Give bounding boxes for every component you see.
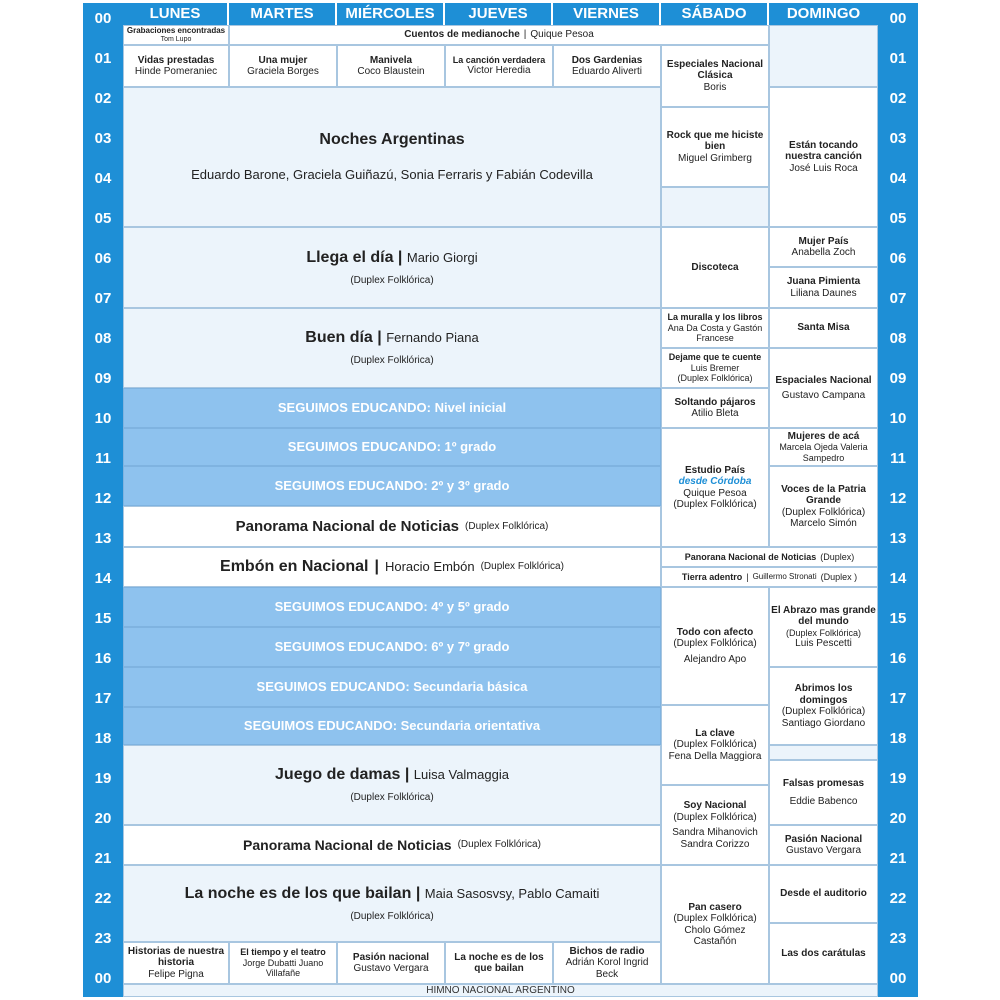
hour-label: 13 xyxy=(94,530,112,547)
program-dejame-que-te-cuente xyxy=(661,348,769,388)
program-title: Manivela xyxy=(369,54,413,66)
program-host: Quique Pesoa xyxy=(530,29,594,41)
program-host: Luis Bremer xyxy=(690,362,740,373)
program-title: El tiempo y el teatro xyxy=(240,947,326,958)
program-host: Guillermo Stronati xyxy=(752,572,817,582)
program-host: Victor Heredia xyxy=(467,65,531,77)
program-title: Las dos carátulas xyxy=(781,947,866,959)
hour-label: 22 xyxy=(889,890,907,907)
hour-label: 05 xyxy=(889,210,907,227)
program-cancion-verdadera xyxy=(445,45,553,87)
program-note: (Duplex Folklórica) xyxy=(673,638,757,650)
program-title: Tierra adentro xyxy=(681,571,743,582)
program-note: (Duplex Folklórica) xyxy=(673,499,757,510)
program-title: La noche es de los que bailan xyxy=(184,884,412,902)
program-note: (Duplex) xyxy=(820,551,855,562)
day-header-domingo: DOMINGO xyxy=(769,3,878,25)
program-title: La noche es de los que bailan xyxy=(454,951,544,974)
program-cuentos: Cuentos de medianoche | Quique Pesoa xyxy=(229,25,769,45)
program-dos-gardenias xyxy=(553,45,661,87)
program-host: Eduardo Aliverti xyxy=(571,66,643,77)
program-empty-sabado xyxy=(661,187,769,227)
program-host: Fernando Piana xyxy=(386,330,479,346)
program-host: Ana Da Costa y Gastón Francese xyxy=(667,322,763,344)
schedule-grid xyxy=(83,3,918,997)
program-title: Panorama Nacional de Noticias xyxy=(235,517,460,535)
program-note: (Duplex Folklórica) xyxy=(350,355,434,367)
hour-label: 02 xyxy=(889,90,907,107)
program-panorama-noticias-1 xyxy=(123,506,661,547)
hour-label: 21 xyxy=(94,850,112,867)
program-title: SEGUIMOS EDUCANDO: Nivel inicial xyxy=(277,399,507,415)
program-host: Gustavo Campana xyxy=(781,390,866,401)
program-una-mujer xyxy=(229,45,337,87)
program-seguimos-educando-4-5 xyxy=(123,587,661,627)
hour-label: 20 xyxy=(94,810,112,827)
hour-label: 06 xyxy=(94,250,112,267)
hour-label: 15 xyxy=(94,610,112,627)
hour-label: 00 xyxy=(889,970,907,987)
program-bichos-de-radio xyxy=(553,942,661,984)
program-host: Tom Lupo xyxy=(160,35,192,43)
hour-label: 22 xyxy=(94,890,112,907)
hour-label: 11 xyxy=(95,450,111,467)
hour-label: 11 xyxy=(890,450,906,467)
program-host: Santiago Giordano xyxy=(781,717,866,729)
program-host: Adrián Korol Ingrid Beck xyxy=(565,957,649,980)
hour-label: 18 xyxy=(889,730,907,747)
program-muralla-libros xyxy=(661,308,769,348)
program-note: (Duplex ) xyxy=(820,571,858,582)
program-seguimos-educando-inicial xyxy=(123,388,661,428)
program-note: (Duplex Folklórica) xyxy=(350,910,434,922)
hour-label: 10 xyxy=(94,410,112,427)
program-title: Historias de nuestra historia xyxy=(127,945,225,969)
program-title: Grabaciones encontradas xyxy=(126,26,226,36)
hour-label: 12 xyxy=(889,490,907,507)
program-empty-domingo xyxy=(769,25,878,87)
hour-label: 17 xyxy=(889,690,907,707)
program-panorama-noticias-2 xyxy=(123,825,661,865)
program-abrimos-domingos xyxy=(769,667,878,745)
program-host: Gustavo Vergara xyxy=(353,963,429,974)
day-header-sabado: SÁBADO xyxy=(661,3,769,25)
hour-label: 12 xyxy=(94,490,112,507)
program-host: Luis Pescetti xyxy=(795,637,852,649)
hour-label: 00 xyxy=(94,10,112,27)
program-title: El Abrazo mas grande del mundo xyxy=(771,604,876,628)
program-title: SEGUIMOS EDUCANDO: 2º y 3º grado xyxy=(274,477,510,493)
program-title: SEGUIMOS EDUCANDO: 1º grado xyxy=(287,438,497,454)
program-title: La canción verdadera xyxy=(452,55,546,66)
program-note: (Duplex Folklórica) xyxy=(465,520,549,532)
program-title: Buen día xyxy=(305,329,373,347)
program-vidas-prestadas xyxy=(123,45,229,87)
hour-label: 07 xyxy=(889,290,907,307)
program-subtitle: desde Córdoba xyxy=(678,476,752,487)
program-santa-misa xyxy=(769,308,878,348)
hour-label: 08 xyxy=(889,330,907,347)
program-title: Todo con afecto xyxy=(676,626,754,638)
hour-label: 08 xyxy=(94,330,112,347)
program-seguimos-educando-1 xyxy=(123,428,661,466)
day-header-jueves: JUEVES xyxy=(445,3,553,25)
program-todo-con-afecto xyxy=(661,587,769,705)
program-title: Están tocando nuestra canción xyxy=(785,139,862,163)
program-host: Felipe Pigna xyxy=(148,968,204,980)
program-title: Estudio País xyxy=(684,464,745,476)
program-voces-patria-grande xyxy=(769,466,878,547)
program-title: Pasión nacional xyxy=(352,951,430,963)
hour-label: 00 xyxy=(889,10,907,27)
hour-label: 03 xyxy=(889,130,907,147)
hour-label: 09 xyxy=(94,370,112,387)
program-host: Horacio Embón xyxy=(384,558,475,574)
program-title: Soy Nacional xyxy=(683,800,747,811)
day-header-martes: MARTES xyxy=(229,3,337,25)
program-noche-bailan: La noche es de los que bailan | Maia Sasosvsy, Pablo Camaiti (Duplex Folklórica) xyxy=(123,865,661,942)
day-header-miercoles: MIÉRCOLES xyxy=(337,3,445,25)
program-desde-el-auditorio xyxy=(769,865,878,923)
hour-label: 23 xyxy=(889,930,907,947)
program-seguimos-educando-sec-basica xyxy=(123,667,661,707)
program-title: Voces de la Patria Grande xyxy=(781,483,866,506)
program-title: Pan casero xyxy=(688,901,742,913)
program-title: SEGUIMOS EDUCANDO: 4º y 5º grado xyxy=(274,598,510,614)
program-title: Rock que me hiciste bien xyxy=(666,129,764,153)
program-espaciales-nacional xyxy=(769,348,878,428)
program-juego-de-damas: Juego de damas | Luisa Valmaggia (Duplex Folklórica) xyxy=(123,745,661,825)
program-las-dos-caratulas xyxy=(769,923,878,984)
program-note: (Duplex Folklórica) xyxy=(350,274,434,286)
program-host: Fena Della Maggiora xyxy=(668,750,762,762)
hour-label: 15 xyxy=(889,610,907,627)
program-note: (Duplex Folklórica) xyxy=(673,913,757,924)
program-note: (Duplex Folklórica) xyxy=(785,627,862,638)
program-noche-bailan-jueves xyxy=(445,942,553,984)
program-title: SEGUIMOS EDUCANDO: Secundaria orientativa xyxy=(243,717,541,733)
program-title: Falsas promesas xyxy=(782,778,865,789)
program-note: (Duplex Folklórica) xyxy=(457,839,541,851)
hour-label: 17 xyxy=(94,690,112,707)
hour-label: 14 xyxy=(889,570,907,587)
program-title: Noches Argentinas xyxy=(319,131,465,149)
program-note: (Duplex Folklórica) xyxy=(480,561,564,573)
day-header-lunes: LUNES xyxy=(123,3,229,25)
program-title: Dos Gardenias xyxy=(571,54,643,66)
hour-label: 00 xyxy=(94,970,112,987)
program-falsas-promesas xyxy=(769,760,878,825)
program-pan-casero xyxy=(661,865,769,984)
program-host: Boris xyxy=(703,81,727,93)
program-title: Discoteca xyxy=(691,261,739,273)
program-title: SEGUIMOS EDUCANDO: 6º y 7º grado xyxy=(274,638,510,654)
hour-label: 14 xyxy=(94,570,112,587)
hour-label: 21 xyxy=(889,850,907,867)
hour-label: 19 xyxy=(94,770,112,787)
program-grabaciones xyxy=(123,25,229,45)
program-title: Espaciales Nacional xyxy=(775,374,872,386)
program-title: La clave xyxy=(695,727,735,739)
hour-label: 04 xyxy=(889,170,907,187)
program-host: Jorge Dubatti Juano Villafañe xyxy=(242,957,324,979)
program-note: (Duplex Folklórica) xyxy=(781,706,866,717)
program-host: Graciela Borges xyxy=(247,66,319,77)
hour-label: 23 xyxy=(94,930,112,947)
program-host: Alejandro Apo xyxy=(683,653,747,665)
program-title: Llega el día xyxy=(306,248,394,266)
program-host: Anabella Zoch xyxy=(791,247,856,258)
hour-label: 09 xyxy=(889,370,907,387)
program-panorama-sabado-domingo xyxy=(661,547,878,567)
program-host: Eddie Babenco xyxy=(789,795,858,807)
hour-label: 01 xyxy=(94,50,112,67)
program-llega-el-dia: Llega el día | Mario Giorgi (Duplex Folklórica) xyxy=(123,227,661,308)
program-host: Hinde Pomeraniec xyxy=(134,66,218,77)
hour-label: 02 xyxy=(94,90,112,107)
program-pasion-nacional-weekday xyxy=(337,942,445,984)
program-title: Cuentos de medianoche xyxy=(404,29,520,41)
program-host: José Luis Roca xyxy=(789,162,858,174)
program-mujeres-de-aca xyxy=(769,428,878,466)
program-host: Cholo Gómez Castañón xyxy=(684,924,746,947)
program-host: Coco Blaustein xyxy=(357,66,425,77)
program-title: Panorama Nacional de Noticias xyxy=(243,836,452,853)
hour-label: 20 xyxy=(889,810,907,827)
program-title: Panorana Nacional de Noticias xyxy=(684,551,817,562)
program-mujer-pais xyxy=(769,227,878,267)
program-especiales-clasica xyxy=(661,45,769,107)
program-embon-en-nacional: Embón en Nacional | Horacio Embón (Duplex Folklórica) xyxy=(123,547,661,587)
program-el-abrazo xyxy=(769,587,878,667)
program-host: Miguel Grimberg xyxy=(678,152,752,164)
program-manivela xyxy=(337,45,445,87)
footer-himno: HIMNO NACIONAL ARGENTINO xyxy=(123,984,878,997)
program-note: (Duplex Folklórica) xyxy=(781,506,866,518)
program-host: Liliana Daunes xyxy=(790,287,857,299)
program-rock-que-me-hiciste-bien xyxy=(661,107,769,187)
program-soy-nacional xyxy=(661,785,769,865)
day-header-viernes: VIERNES xyxy=(553,3,661,25)
program-host: Gustavo Vergara xyxy=(785,845,862,856)
program-title: La muralla y los libros xyxy=(667,312,763,323)
hour-label: 03 xyxy=(94,130,112,147)
program-title: Juana Pimienta xyxy=(786,276,861,287)
program-title: Una mujer xyxy=(258,54,308,66)
program-host: Atilio Bleta xyxy=(691,408,739,419)
program-title: Embón en Nacional xyxy=(220,557,369,575)
hour-label: 05 xyxy=(94,210,112,227)
program-noches-argentinas xyxy=(123,87,661,227)
program-note: (Duplex Folklórica) xyxy=(673,811,757,823)
program-host: Sandra Mihanovich Sandra Corizzo xyxy=(672,827,758,850)
program-juana-pimienta xyxy=(769,267,878,308)
program-pasion-nacional-domingo xyxy=(769,825,878,865)
program-title: Mujeres de acá xyxy=(787,430,860,442)
program-tiempo-teatro xyxy=(229,942,337,984)
program-title: Dejame que te cuente xyxy=(668,352,762,363)
program-host: Quique Pesoa xyxy=(683,487,747,499)
hour-label: 16 xyxy=(889,650,907,667)
program-note: (Duplex Folklórica) xyxy=(677,373,753,384)
program-title: Juego de damas xyxy=(275,766,401,784)
hour-label: 07 xyxy=(94,290,112,307)
program-soltando-pajaros xyxy=(661,388,769,428)
hour-label: 19 xyxy=(889,770,907,787)
program-note: (Duplex Folklórica) xyxy=(350,792,434,804)
program-historias xyxy=(123,942,229,984)
program-host: Marcelo Simón xyxy=(790,518,857,529)
program-title: Abrimos los domingos xyxy=(794,683,853,706)
program-title: Santa Misa xyxy=(797,322,850,334)
program-host: Mario Giorgi xyxy=(406,249,478,265)
program-seguimos-educando-sec-orientativa xyxy=(123,707,661,745)
program-tierra-adentro: Tierra adentro | Guillermo Stronati (Duplex ) xyxy=(661,567,878,587)
hour-label: 10 xyxy=(889,410,907,427)
program-title: Soltando pájaros xyxy=(674,396,756,408)
program-title: Pasión Nacional xyxy=(784,833,863,845)
program-title: SEGUIMOS EDUCANDO: Secundaria básica xyxy=(256,678,528,694)
program-host: Luisa Valmaggia xyxy=(413,767,509,783)
program-discoteca xyxy=(661,227,769,308)
program-title: Especiales Nacional Clásica xyxy=(666,58,764,82)
program-seguimos-educando-6-7 xyxy=(123,627,661,667)
program-note: (Duplex Folklórica) xyxy=(673,739,757,751)
program-title: Bichos de radio xyxy=(569,945,645,957)
hour-label: 13 xyxy=(889,530,907,547)
program-seguimos-educando-2-3 xyxy=(123,466,661,506)
program-estan-tocando xyxy=(769,87,878,227)
program-title: Vidas prestadas xyxy=(137,54,215,66)
program-hosts: Maia Sasosvsy, Pablo Camaiti xyxy=(424,885,600,901)
hour-label: 06 xyxy=(889,250,907,267)
hour-label: 04 xyxy=(94,170,112,187)
program-title: Mujer País xyxy=(798,235,849,247)
hour-label: 01 xyxy=(889,50,907,67)
program-host: Marcela Ojeda Valeria Sampedro xyxy=(779,442,868,463)
hour-label: 16 xyxy=(94,650,112,667)
program-empty-domingo-2 xyxy=(769,745,878,760)
program-estudio-pais xyxy=(661,428,769,547)
program-title: Desde el auditorio xyxy=(780,888,867,900)
program-la-clave xyxy=(661,705,769,785)
program-hosts: Eduardo Barone, Graciela Guiñazú, Sonia Ferraris y Fabián Codevilla xyxy=(191,166,593,182)
program-buen-dia: Buen día | Fernando Piana (Duplex Folklórica) xyxy=(123,308,661,388)
hour-label: 18 xyxy=(94,730,112,747)
